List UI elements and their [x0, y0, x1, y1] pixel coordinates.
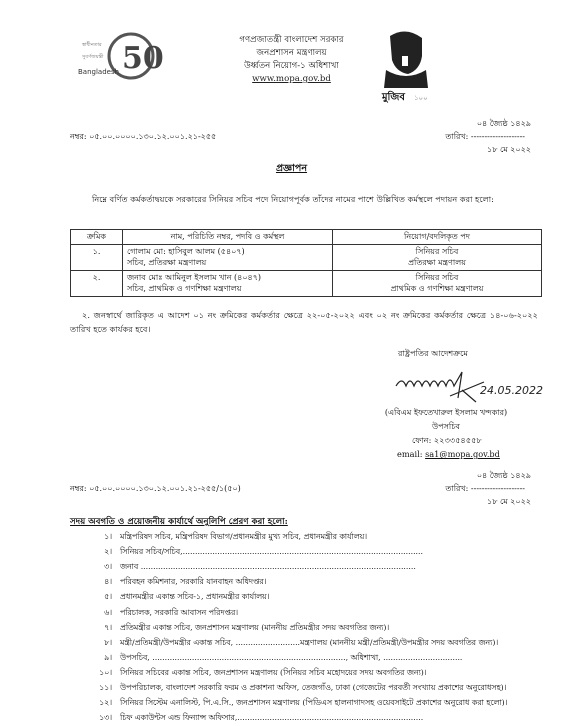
- list-item-number: ১।: [104, 532, 112, 542]
- list-item-number: ৪।: [104, 577, 112, 587]
- date-bangla: ০৪ জ্যৈষ্ঠ ১৪২৯: [476, 119, 531, 128]
- list-item: [70, 666, 540, 681]
- row-place: প্রাথমিক ও গণশিক্ষা মন্ত্রণালয়: [390, 284, 484, 293]
- order-line: রাষ্ট্রপতির আদেশক্রমে: [398, 348, 468, 358]
- list-item-text: সিনিয়র সিস্টেম এনালিস্ট, পি.এ.সি., জনপ্রশাসন মন্ত্রণালয় (পিডিএস হালনাগাদসহ ওয়েবসাইটে প্রকাশের অনুরোধ করা হলো)।: [120, 698, 508, 708]
- distribution-list: [70, 530, 540, 726]
- website-link[interactable]: www.mopa.gov.bd: [252, 74, 331, 84]
- list-item-text: মন্ত্রী/প্রতিমন্ত্রী/উপমন্ত্রীর একান্ত সচিব, ..........................মন্ত্রণালয় (মাননীয় মন্ত্রী/প্রতিমন্ত্রী/উপমন্ত্রীর সদয় অবগতির জন্য)।: [120, 637, 499, 647]
- row-name-cell: [123, 244, 333, 270]
- col-header-serial: ক্রমিক: [71, 230, 123, 245]
- list-item: [70, 545, 540, 560]
- distribution-title: সদয় অবগতি ও প্রয়োজনীয় কার্যার্থে অনুলিপি প্রেরণ করা হলো:: [70, 517, 288, 527]
- list-item-text: সিনিয়র সচিবের একান্ত সচিব, জনপ্রশাসন মন্ত্রণালয় (সিনিয়র সচিব মহোদয়ের সদয় অবগতির জন্য)।: [120, 667, 427, 677]
- list-item: [70, 530, 540, 545]
- list-item: [70, 711, 540, 726]
- row-place: প্রতিরক্ষা মন্ত্রণালয়: [408, 258, 466, 267]
- list-item-text: জনাব ...............................................................................................................: [120, 562, 416, 572]
- email-link[interactable]: sa1@mopa.gov.bd: [425, 449, 500, 459]
- list-item: [70, 696, 540, 711]
- logo-text: মুজিব: [382, 92, 405, 103]
- list-item: [70, 621, 540, 636]
- mujib-100-logo: [376, 26, 436, 104]
- list-item-number: ৯।: [104, 652, 112, 662]
- list-item-text: পরিবহন কমিশনার, সরকারি যানবাহন অধিদপ্তর।: [120, 577, 267, 587]
- list-item-number: ১৩।: [99, 713, 112, 723]
- govt-name: গণপ্রজাতন্ত্রী বাংলাদেশ সরকার: [239, 35, 344, 45]
- list-item-number: ৭।: [104, 622, 112, 632]
- section-name: উর্ধ্বতন নিয়োগ-১ অধিশাখা: [244, 61, 339, 71]
- list-item-text: প্রধানমন্ত্রীর একান্ত সচিব-১, প্রধানমন্ত্রীর কার্যালয়।: [120, 592, 270, 602]
- logo-text: Bangladesh: [78, 68, 120, 76]
- row-designation: সচিব, প্রতিরক্ষা মন্ত্রণালয়: [127, 258, 207, 267]
- signatory-designation: উপসচিব: [431, 421, 460, 431]
- date-english-2: ১৮ মে ২০২২: [487, 497, 531, 506]
- list-item: [70, 605, 540, 620]
- col-header-post: নিয়োগ/বদলিকৃত পদ: [333, 230, 542, 245]
- svg-text:50: 50: [122, 41, 164, 76]
- email-label: email:: [397, 449, 426, 459]
- list-item-text: উপপরিচালক, বাংলাদেশ সরকারি ফরম ও প্রকাশনা অফিস, তেজগাঁও, ঢাকা (গেজেটের পরবর্তী সংখ্যায় প্রকাশের অনুরোধসহ)।: [120, 682, 507, 692]
- intro-paragraph: নিম্নে বর্ণিত কর্মকর্তাদ্বয়কে সরকারের সিনিয়র সচিব পদে নিয়োগপূর্বক তাঁদের নামের পাশে উল্লিখিত কর্মস্থলে পদায়ন করা হলো:: [92, 194, 494, 204]
- svg-text:সুবর্ণজয়ন্তী: সুবর্ণজয়ন্তী: [82, 54, 104, 60]
- list-item-text: প্রতিমন্ত্রীর একান্ত সচিব, জনপ্রশাসন মন্ত্রণালয় (মাননীয় প্রতিমন্ত্রীর সদয় অবগতির জন্য)।: [120, 622, 390, 632]
- list-item: [70, 636, 540, 651]
- row-post: সিনিয়র সচিব: [415, 246, 459, 256]
- list-item: [70, 590, 540, 605]
- svg-text:স্বাধীনতার: স্বাধীনতার: [82, 42, 102, 48]
- letterhead: [180, 34, 403, 86]
- signature-date: 24.05.2022: [480, 384, 543, 397]
- memo-number: নম্বর: ০৫.০০.০০০০.১৩০.১২.০০১.২১-২৫৫: [70, 132, 217, 141]
- list-item-text: মন্ত্রিপরিষদ সচিব, মন্ত্রিপরিষদ বিভাগ/প্রধানমন্ত্রীর মুখ্য সচিব, প্রধানমন্ত্রীর কার্যালয়।: [120, 532, 368, 542]
- page-title: প্রজ্ঞাপন: [275, 163, 308, 174]
- list-item-number: ৬।: [104, 607, 112, 617]
- signatory-block: [356, 406, 536, 433]
- row-post-cell: [333, 244, 542, 270]
- table-header-row: [71, 230, 542, 245]
- effective-date-paragraph: ২. জনস্বার্থে জারিকৃত এ আদেশ ০১ নং ক্রমিকের কর্মকর্তার ক্ষেত্রে ২২-০৫-২০২২ এবং ০২ নং ক্রমিকের কর্মকর্তার ক্ষেত্রে ১৪-০৬-২০২২ তারিখ হতে কার্যকর হবে।: [70, 310, 538, 334]
- row-name-cell: [123, 270, 333, 296]
- ministry-name: জনপ্রশাসন মন্ত্রণালয়: [256, 48, 327, 58]
- svg-text:১০০: ১০০: [414, 94, 428, 102]
- list-item-text: সিনিয়র সচিব/সচিব,.................................................................................................: [120, 547, 423, 557]
- row-post-cell: [333, 270, 542, 296]
- date-bangla-2: ০৪ জ্যৈষ্ঠ ১৪২৯: [476, 471, 531, 480]
- col-header-name: নাম, পরিচিতি নম্বর, পদবি ও কর্মস্থল: [123, 230, 333, 245]
- list-item-text: চিফ একাউন্টস এন্ড ফিন্যান্স অফিসার,...........................................................................: [120, 713, 424, 723]
- memo-number-2: নম্বর: ০৫.০০.০০০০.১৩০.১২.০০১.২১-২৫৫/১(৫০): [70, 484, 241, 493]
- list-item-number: ৩।: [104, 562, 112, 572]
- signatory-phone: ফোন: ২২৩৩৫৪৫৫৮: [412, 435, 482, 445]
- row-post: সিনিয়র সচিব: [415, 272, 459, 282]
- row-name: জনাব মোঃ আমিনুল ইসলাম খান (৪০৪৭): [127, 272, 262, 282]
- row-name: গোলাম মো: হাসিবুল আলম (৫৪০৭): [127, 246, 245, 256]
- list-item-text: উপসচিব, .............................................................................., অধিশাখা, ................................: [120, 652, 463, 662]
- list-item-number: ১০।: [99, 667, 112, 677]
- bangladesh-50-logo: [76, 28, 164, 88]
- list-item: [70, 651, 540, 666]
- table-row: [71, 244, 542, 270]
- row-serial: ২.: [71, 270, 123, 296]
- list-item-number: ২।: [104, 547, 112, 557]
- list-item-number: ১২।: [99, 698, 112, 708]
- table-row: [71, 270, 542, 296]
- list-item-text: পরিচালক, সরকারি আবাসন পরিদপ্তর।: [120, 607, 239, 617]
- list-item-number: ১১।: [99, 682, 112, 692]
- list-item: [70, 560, 540, 575]
- date-label: তারিখ: --------------------: [445, 132, 525, 141]
- signatory-email-line: [397, 449, 500, 459]
- list-item: [70, 681, 540, 696]
- list-item: [70, 575, 540, 590]
- signature: [392, 368, 542, 408]
- list-item-number: ৫।: [104, 592, 112, 602]
- date-label-2: তারিখ: --------------------: [445, 484, 525, 493]
- list-item-number: ৮।: [104, 637, 112, 647]
- row-designation: সচিব, প্রাথমিক ও গণশিক্ষা মন্ত্রণালয়: [127, 284, 242, 293]
- row-serial: ১.: [71, 244, 123, 270]
- appointment-table: [70, 229, 542, 297]
- date-english: ১৮ মে ২০২২: [487, 145, 531, 154]
- signatory-name: (এবিএম ইফতেখারুল ইসলাম খন্দকার): [384, 408, 508, 417]
